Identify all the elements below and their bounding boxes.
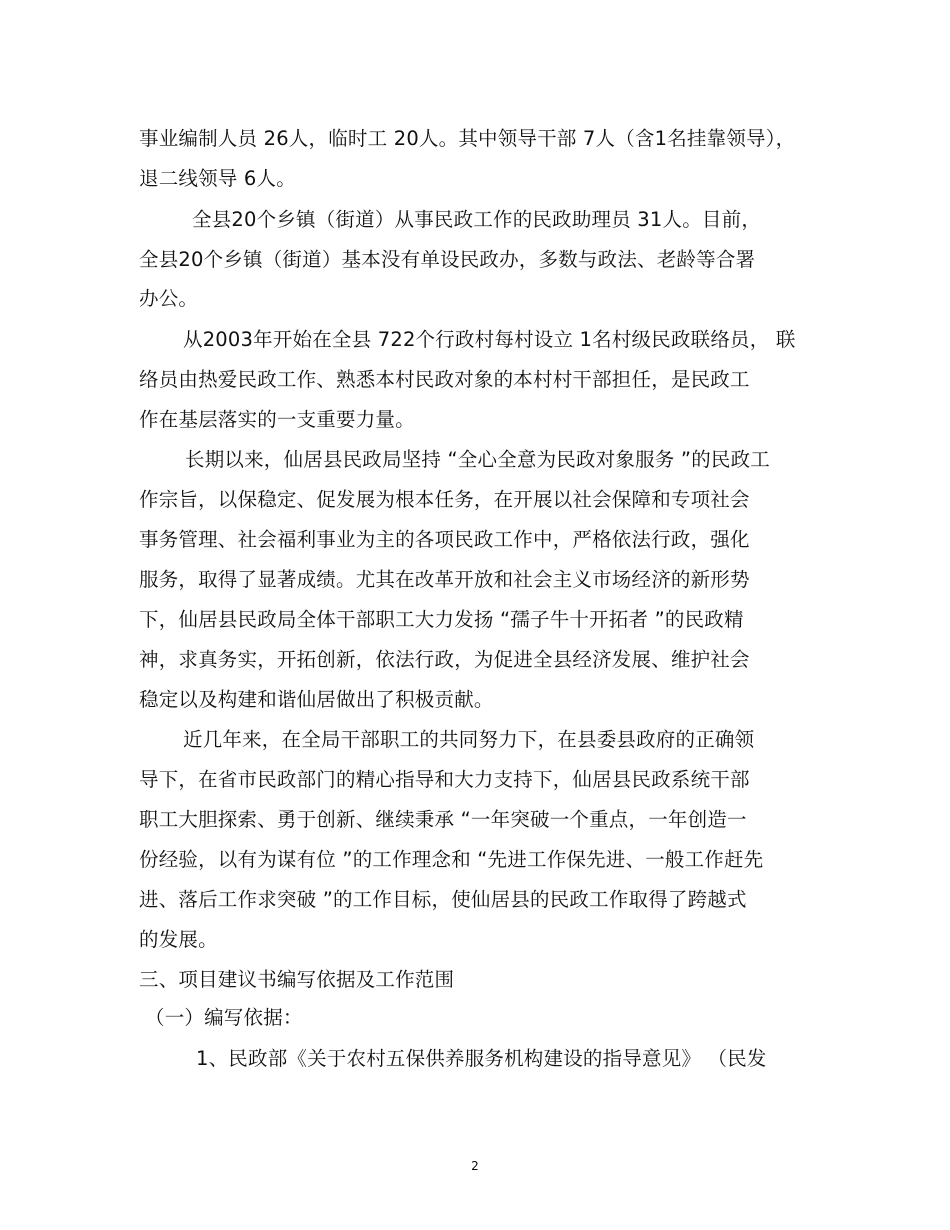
text-line: 退二线领导 6人。 <box>139 167 296 190</box>
text-line: 进、落后工作求突破 ”的工作目标，使仙居县的民政工作取得了跨越式 <box>139 888 747 911</box>
text-line: 稳定以及构建和谐仙居做出了积极贡献。 <box>139 688 494 711</box>
text-line: 长期以来，仙居县民政局坚持 “全心全意为民政对象服务 ”的民政工 <box>185 448 771 471</box>
subsection-heading: （一）编写依据： <box>145 1006 303 1029</box>
text-line: 作宗旨，以保稳定、促发展为根本任务，在开展以社会保障和专项社会 <box>139 488 750 511</box>
text-line: 近几年来，在全局干部职工的共同努力下，在县委县政府的正确领 <box>183 728 755 751</box>
text-line: 服务，取得了显著成绩。尤其在改革开放和社会主义市场经济的新形势 <box>139 568 750 591</box>
text-line: 事务管理、社会福利事业为主的各项民政工作中，严格依法行政，强化 <box>139 528 750 551</box>
text-line: 职工大胆探索、勇于创新、继续秉承 “一年突破一个重点，一年创造一 <box>139 808 747 831</box>
text-line: 从2003年开始在全县 722个行政村每村设立 1名村级民政联络员， 联 <box>183 328 796 351</box>
text-line: 神，求真务实，开拓创新，依法行政，为促进全县经济发展、维护社会 <box>139 648 750 671</box>
section-heading: 三、项目建议书编写依据及工作范围 <box>139 968 455 991</box>
text-line: 全县20个乡镇（街道）从事民政工作的民政助理员 31人。目前， <box>192 208 762 231</box>
text-line: 导下，在省市民政部门的精心指导和大力支持下，仙居县民政系统干部 <box>139 768 750 791</box>
text-line: 份经验，以有为谋有位 ”的工作理念和 “先进工作保先进、一般工作赶先 <box>139 848 764 871</box>
text-line: 络员由热爱民政工作、熟悉本村民政对象的本村村干部担任，是民政工 <box>139 368 750 391</box>
page-number: 2 <box>471 1159 479 1173</box>
text-line: 的发展。 <box>139 928 218 951</box>
text-line: 全县20个乡镇（街道）基本没有单设民政办，多数与政法、老龄等合署 <box>139 248 756 271</box>
text-line: 办公。 <box>139 287 199 310</box>
text-line: 事业编制人员 26人，临时工 20人。其中领导干部 7人（含1名挂靠领导）， <box>139 127 796 150</box>
text-line: 1、民政部《关于农村五保供养服务机构建设的指导意见》 （民发 <box>196 1047 767 1070</box>
text-line: 作在基层落实的一支重要力量。 <box>139 408 415 431</box>
text-line: 下，仙居县民政局全体干部职工大力发扬 “孺子牛十开拓者 ”的民政精 <box>139 608 744 631</box>
